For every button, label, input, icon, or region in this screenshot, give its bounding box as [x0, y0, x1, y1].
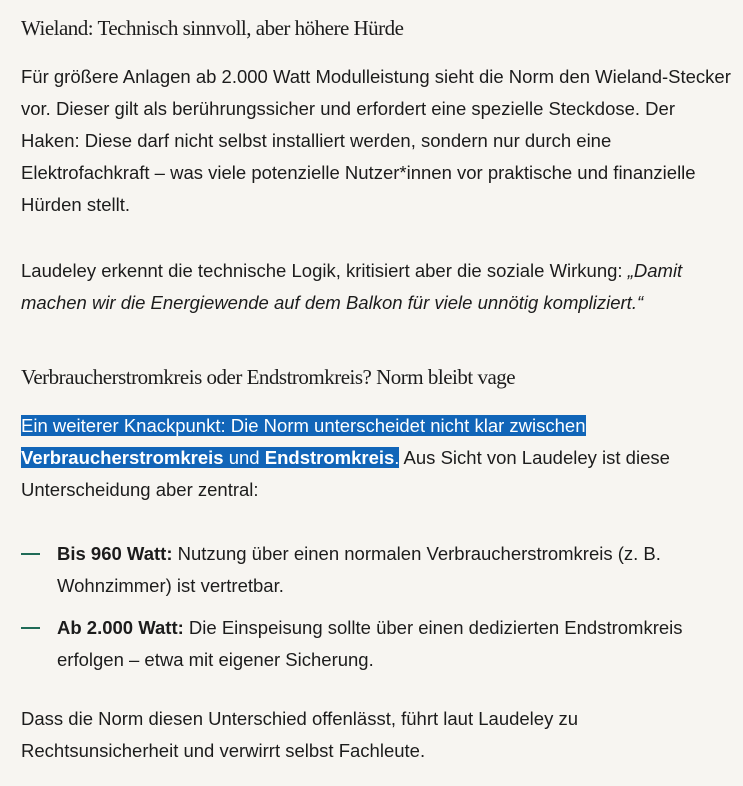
list-item-text: Nutzung über einen normalen Verbraucherstromkreis (z. B. Wohnzimmer) ist vertretbar.: [57, 543, 661, 596]
wattage-list: [21, 538, 733, 686]
dash-bullet-icon: [21, 553, 40, 555]
paragraph-text: Laudeley erkennt die technische Logik, kritisiert aber die soziale Wirkung:: [21, 260, 628, 281]
paragraph-text: Aus Sicht von Laudeley ist diese Unterscheidung aber zentral:: [21, 447, 670, 500]
paragraph-wieland: Für größere Anlagen ab 2.000 Watt Modulleistung sieht die Norm den Wieland-Stecker vor. Dieser gilt als berührungssicher und erfordert eine spezielle Steckdose. Der Haken: Diese darf nicht selbst installiert werden, sondern nur durch eine Elektrofachkraft – was viele potenzielle Nutzer*innen vor praktische und finanzielle Hürden stellt.: [21, 66, 731, 215]
section-heading-wieland: Wieland: Technisch sinnvoll, aber höhere Hürde: [21, 16, 404, 40]
list-item-label: Bis 960 Watt:: [57, 543, 173, 564]
selected-text-part: Ein weiterer Knackpunkt: Die Norm unterscheidet nicht klar zwischen: [21, 415, 586, 436]
dash-bullet-icon: [21, 627, 40, 629]
paragraph-laudeley-quote: [21, 255, 733, 319]
selected-text-part: und: [223, 447, 265, 468]
list-item: [21, 538, 733, 602]
list-item: [21, 612, 733, 676]
selected-text-part: .: [394, 447, 400, 468]
section-heading-stromkreis: Verbraucherstromkreis oder Endstromkreis? Norm bleibt vage: [21, 365, 516, 389]
paragraph-knackpunkt[interactable]: [21, 410, 733, 506]
list-item-text: Die Einspeisung sollte über einen dedizierten Endstromkreis erfolgen – etwa mit eigener Sicherung.: [57, 617, 683, 670]
list-item-label: Ab 2.000 Watt:: [57, 617, 184, 638]
quote-text: „Damit machen wir die Energiewende auf dem Balkon für viele unnötig kompliziert.“: [21, 260, 683, 313]
bold-term-endstromkreis: Endstromkreis: [264, 447, 395, 468]
bold-term-verbraucherstromkreis: Verbraucherstromkreis: [21, 447, 224, 468]
paragraph-closing: Dass die Norm diesen Unterschied offenlässt, führt laut Laudeley zu Rechtsunsicherheit und verwirrt selbst Fachleute.: [21, 708, 579, 761]
